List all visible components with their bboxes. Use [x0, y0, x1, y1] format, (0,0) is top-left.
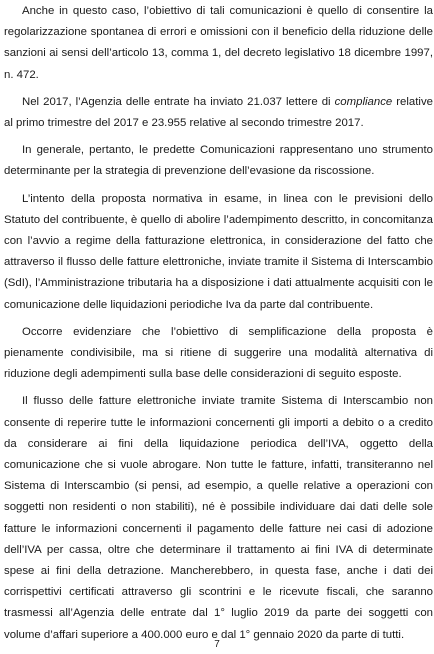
paragraph-normative-intent: L’intento della proposta normativa in esame, in linea con le previsioni dello Statuto del contribuente, è quello di abolire l’adempimento descritto, in concomitanza con l’avvio a regime della fatturazione elettronica, in considerazione del fatto che attraverso il flusso delle fatture elettroniche, inviate tramite il Sistema di Interscambio (SdI), l’Amministrazione tributaria ha a disposizione i dati attualmente acquisiti con le comunicazione delle liquidazioni periodiche Iva da parte dal contribuente.	[4, 192, 433, 311]
document-body	[4, 1, 433, 652]
paragraph-letters-2017	[4, 92, 433, 134]
paragraph-simplification: Occorre evidenziare che l’obiettivo di semplificazione della proposta è pienamente condivisibile, ma si ritiene di suggerire una modalità alternativa di riduzione degli adempimenti sulla base delle considerazioni di seguito esposte.	[4, 325, 433, 381]
paragraph-letters-2017-end: relative al primo trimestre del 2017 e 23.955 relative al secondo trimestre 2017.	[4, 95, 433, 130]
compliance-term: compliance	[334, 95, 393, 108]
paragraph-sanctions-reduction: Anche in questo caso, l’obiettivo di tali comunicazioni è quello di consentire la regolarizzazione spontanea di errori e omissioni con il beneficio della riduzione delle sanzioni ai sensi dell’articolo 13, comma 1, del decreto legislativo 18 dicembre 1997, n. 472.	[4, 5, 433, 81]
paragraph-letters-2017-start: Nel 2017, l’Agenzia delle entrate ha inviato 21.037 lettere di	[22, 95, 335, 108]
paragraph-prevention-strategy: In generale, pertanto, le predette Comunicazioni rappresentano uno strumento determinante per la strategia di prevenzione dell’evasione da riscossione.	[4, 144, 433, 178]
paragraph-invoice-flow: Il flusso delle fatture elettroniche inviate tramite Sistema di Interscambio non consente di reperire tutte le informazioni concernenti gli importi a debito o a credito da considerare ai fini della liquidazione periodica dell’IVA, oggetto della comunicazione che si vuole abrogare. Non tutte le fatture, infatti, transiteranno nel Sistema di Interscambio (si pensi, ad esempio, a quelle relative a operazioni con soggetti non residenti o non stabiliti), né è possibile individuare dai dati delle sole fatture le informazioni concernenti il pagamento delle fatture nei casi di adozione dell’IVA per cassa, oltre che determinare il trattamento ai fini IVA di determinate spese ai fini della detrazione. Mancherebbero, in questa fase, anche i dati dei corrispettivi certificati attraverso gli scontrini e le ricevute fiscali, che saranno trasmessi all’Agenzia delle entrate dal 1° luglio 2019 da parte dei soggetti con volume d’affari superiore a 400.000 euro e dal 1° gennaio 2020 da parte di tutti.	[4, 395, 433, 641]
page-number: 7	[214, 639, 220, 650]
